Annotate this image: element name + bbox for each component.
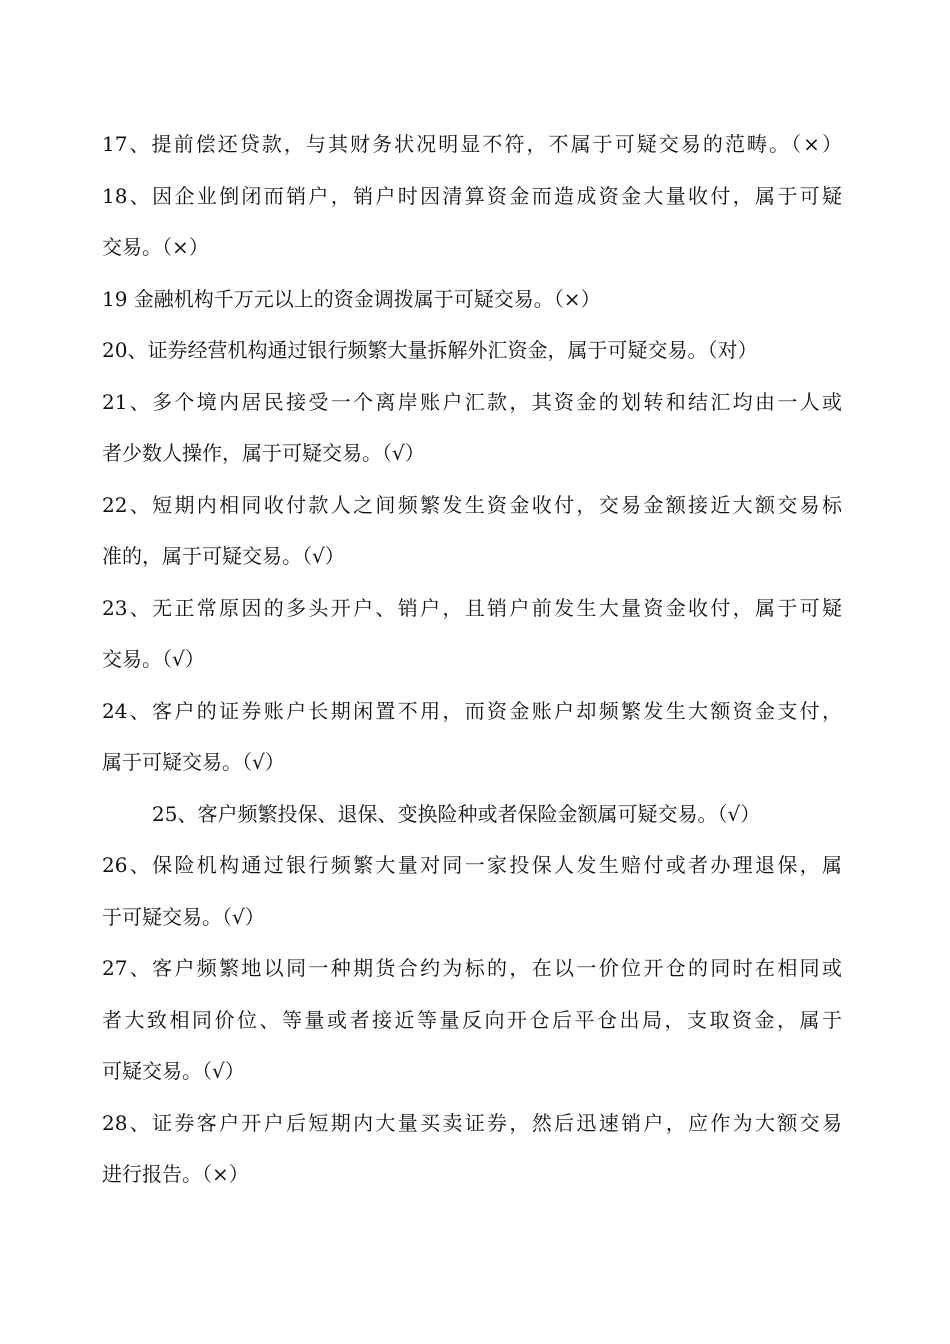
text-line: 21、多个境内居民接受一个离岸账户汇款，其资金的划转和结汇均由一人或 [102,389,842,414]
text-line: 24、客户的证券账户长期闲置不用，而资金账户却频繁发生大额资金支付， [102,698,842,723]
text-line: 进行报告。（×） [102,1162,249,1186]
document-body [102,128,842,1210]
text-line: 28、证券客户开户后短期内大量买卖证券，然后迅速销户，应作为大额交易 [102,1110,842,1135]
text-line: 者大致相同价位、等量或者接近等量反向开仓后平仓出局，支取资金，属于 [102,1007,842,1032]
text-line: 17、提前偿还贷款，与其财务状况明显不符，不属于可疑交易的范畴。（×） [102,132,842,156]
text-line: 19 金融机构千万元以上的资金调拨属于可疑交易。（×） [102,286,601,311]
text-line: 交易。（√） [102,647,205,671]
text-line: 交易。（×） [102,235,209,259]
text-line: 于可疑交易。（√） [102,904,265,929]
text-line: 23、无正常原因的多头开户、销户，且销户前发生大量资金收付，属于可疑 [102,595,842,620]
text-line: 20、证券经营机构通过银行频繁大量拆解外汇资金，属于可疑交易。（对） [102,338,758,362]
text-line: 准的，属于可疑交易。（√） [102,544,345,568]
text-line: 27、客户频繁地以同一种期货合约为标的，在以一价位开仓的同时在相同或 [102,956,842,980]
text-line: 26、保险机构通过银行频繁大量对同一家投保人发生赔付或者办理退保，属 [102,853,842,877]
text-line: 可疑交易。（√） [102,1059,245,1083]
text-line: 25、客户频繁投保、退保、变换险种或者保险金额属可疑交易。（√） [152,801,761,826]
text-line: 者少数人操作，属于可疑交易。（√） [102,441,425,465]
text-line: 22、短期内相同收付款人之间频繁发生资金收付，交易金额接近大额交易标 [102,492,842,517]
text-line: 18、因企业倒闭而销户，销户时因清算资金而造成资金大量收付，属于可疑 [102,183,842,208]
text-line: 属于可疑交易。（√） [102,750,285,774]
